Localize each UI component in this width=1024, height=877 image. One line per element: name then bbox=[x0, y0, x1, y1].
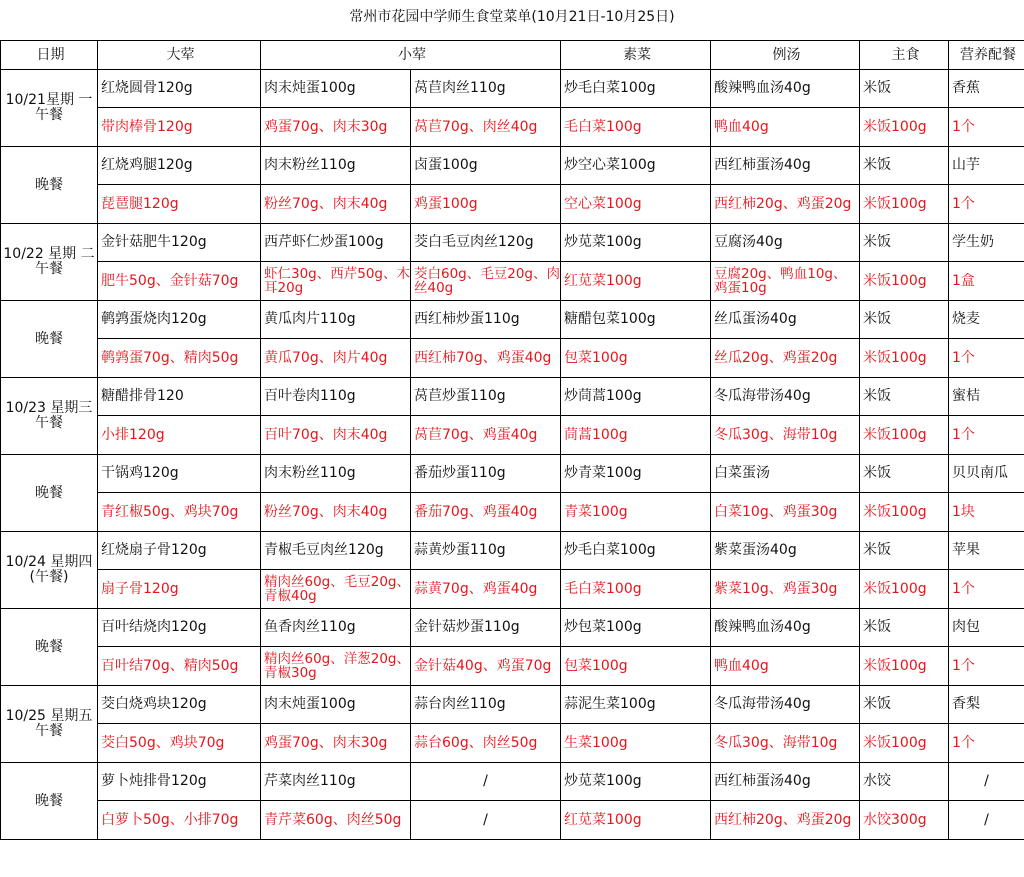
amount-soup: 西红柿20g、鸡蛋20g bbox=[711, 185, 860, 224]
meal-label: 10/22 星期 二午餐 bbox=[1, 224, 98, 301]
amount-staple: 米饭100g bbox=[860, 570, 949, 609]
amount-vegetable: 红苋菜100g bbox=[561, 262, 711, 301]
amount-staple: 米饭100g bbox=[860, 185, 949, 224]
dish-main-meat: 金针菇肥牛120g bbox=[98, 224, 261, 262]
amount-staple: 米饭100g bbox=[860, 493, 949, 532]
amount-main-meat: 白萝卜50g、小排70g bbox=[98, 801, 261, 840]
dish-vegetable: 炒茼蒿100g bbox=[561, 378, 711, 416]
amount-vegetable: 空心菜100g bbox=[561, 185, 711, 224]
menu-row-amounts bbox=[1, 108, 1024, 147]
header-main-meat: 大荤 bbox=[98, 41, 261, 70]
menu-row-dishes bbox=[1, 455, 1024, 493]
dish-vegetable: 炒毛白菜100g bbox=[561, 70, 711, 108]
amount-soup: 白菜10g、鸡蛋30g bbox=[711, 493, 860, 532]
dish-main-meat: 糖醋排骨120 bbox=[98, 378, 261, 416]
meal-label: 晚餐 bbox=[1, 455, 98, 532]
weekly-menu-table bbox=[0, 40, 1024, 840]
amount-soup: 冬瓜30g、海带10g bbox=[711, 416, 860, 455]
dish-soup: 紫菜蛋汤40g bbox=[711, 532, 860, 570]
amount-vegetable: 青菜100g bbox=[561, 493, 711, 532]
menu-row-amounts bbox=[1, 647, 1024, 686]
dish-side-meat-2: 莴苣肉丝110g bbox=[411, 70, 561, 108]
menu-row-amounts bbox=[1, 801, 1024, 840]
meal-label: 10/25 星期五午餐 bbox=[1, 686, 98, 763]
header-date: 日期 bbox=[1, 41, 98, 70]
dish-soup: 白菜蛋汤 bbox=[711, 455, 860, 493]
dish-staple: 米饭 bbox=[860, 378, 949, 416]
amount-main-meat: 扇子骨120g bbox=[98, 570, 261, 609]
amount-main-meat: 带肉棒骨120g bbox=[98, 108, 261, 147]
dish-main-meat: 萝卜炖排骨120g bbox=[98, 763, 261, 801]
amount-soup: 冬瓜30g、海带10g bbox=[711, 724, 860, 763]
amount-side-meat-1: 青芹菜60g、肉丝50g bbox=[261, 801, 411, 840]
amount-side-meat-2: 茭白60g、毛豆20g、肉丝40g bbox=[411, 262, 561, 301]
amount-side-meat-1: 鸡蛋70g、肉末30g bbox=[261, 108, 411, 147]
meal-label: 晚餐 bbox=[1, 301, 98, 378]
dish-soup: 酸辣鸭血汤40g bbox=[711, 609, 860, 647]
header-staple: 主食 bbox=[860, 41, 949, 70]
dish-vegetable: 炒苋菜100g bbox=[561, 763, 711, 801]
dish-main-meat: 干锅鸡120g bbox=[98, 455, 261, 493]
amount-vegetable: 茼蒿100g bbox=[561, 416, 711, 455]
amount-staple: 米饭100g bbox=[860, 262, 949, 301]
menu-title: 常州市花园中学师生食堂菜单(10月21日-10月25日) bbox=[349, 9, 675, 25]
dish-nutrition: 学生奶 bbox=[949, 224, 1024, 262]
dish-staple: 水饺 bbox=[860, 763, 949, 801]
amount-main-meat: 鹌鹑蛋70g、精肉50g bbox=[98, 339, 261, 378]
dish-vegetable: 蒜泥生菜100g bbox=[561, 686, 711, 724]
dish-side-meat-2: 莴苣炒蛋110g bbox=[411, 378, 561, 416]
meal-label: 晚餐 bbox=[1, 609, 98, 686]
amount-staple: 米饭100g bbox=[860, 108, 949, 147]
amount-vegetable: 包菜100g bbox=[561, 339, 711, 378]
meal-label: 10/21星期 一午餐 bbox=[1, 70, 98, 147]
menu-body bbox=[1, 70, 1024, 840]
dish-main-meat: 红烧圆骨120g bbox=[98, 70, 261, 108]
dish-soup: 西红柿蛋汤40g bbox=[711, 147, 860, 185]
dish-side-meat-2: 蒜台肉丝110g bbox=[411, 686, 561, 724]
dish-side-meat-1: 黄瓜肉片110g bbox=[261, 301, 411, 339]
amount-side-meat-1: 黄瓜70g、肉片40g bbox=[261, 339, 411, 378]
dish-nutrition: 苹果 bbox=[949, 532, 1024, 570]
dish-side-meat-1: 鱼香肉丝110g bbox=[261, 609, 411, 647]
dish-staple: 米饭 bbox=[860, 532, 949, 570]
amount-nutrition: 1个 bbox=[949, 570, 1024, 609]
menu-row-dishes bbox=[1, 224, 1024, 262]
dish-soup: 冬瓜海带汤40g bbox=[711, 686, 860, 724]
menu-row-dishes bbox=[1, 763, 1024, 801]
amount-nutrition: / bbox=[949, 801, 1024, 840]
amount-staple: 米饭100g bbox=[860, 647, 949, 686]
menu-row-amounts bbox=[1, 185, 1024, 224]
dish-side-meat-1: 肉末粉丝110g bbox=[261, 455, 411, 493]
dish-main-meat: 茭白烧鸡块120g bbox=[98, 686, 261, 724]
menu-row-dishes bbox=[1, 609, 1024, 647]
amount-main-meat: 小排120g bbox=[98, 416, 261, 455]
dish-soup: 丝瓜蛋汤40g bbox=[711, 301, 860, 339]
amount-side-meat-1: 虾仁30g、西芹50g、木耳20g bbox=[261, 262, 411, 301]
amount-nutrition: 1盒 bbox=[949, 262, 1024, 301]
menu-row-amounts bbox=[1, 724, 1024, 763]
amount-side-meat-2: 蒜黄70g、鸡蛋40g bbox=[411, 570, 561, 609]
amount-staple: 米饭100g bbox=[860, 339, 949, 378]
amount-vegetable: 毛白菜100g bbox=[561, 570, 711, 609]
amount-soup: 鸭血40g bbox=[711, 108, 860, 147]
header-nutrition: 营养配餐 bbox=[949, 41, 1024, 70]
dish-staple: 米饭 bbox=[860, 301, 949, 339]
dish-main-meat: 红烧扇子骨120g bbox=[98, 532, 261, 570]
amount-side-meat-2: 番茄70g、鸡蛋40g bbox=[411, 493, 561, 532]
dish-soup: 豆腐汤40g bbox=[711, 224, 860, 262]
amount-side-meat-1: 鸡蛋70g、肉末30g bbox=[261, 724, 411, 763]
amount-side-meat-1: 粉丝70g、肉末40g bbox=[261, 493, 411, 532]
amount-side-meat-1: 精肉丝60g、毛豆20g、青椒40g bbox=[261, 570, 411, 609]
menu-row-dishes bbox=[1, 301, 1024, 339]
menu-row-dishes bbox=[1, 147, 1024, 185]
amount-vegetable: 包菜100g bbox=[561, 647, 711, 686]
amount-soup: 丝瓜20g、鸡蛋20g bbox=[711, 339, 860, 378]
meal-label: 10/24 星期四(午餐) bbox=[1, 532, 98, 609]
dish-vegetable: 炒空心菜100g bbox=[561, 147, 711, 185]
dish-nutrition: 香蕉 bbox=[949, 70, 1024, 108]
amount-nutrition: 1个 bbox=[949, 108, 1024, 147]
dish-main-meat: 百叶结烧肉120g bbox=[98, 609, 261, 647]
amount-soup: 紫菜10g、鸡蛋30g bbox=[711, 570, 860, 609]
header-soup: 例汤 bbox=[711, 41, 860, 70]
dish-side-meat-2: 卤蛋100g bbox=[411, 147, 561, 185]
dish-vegetable: 炒包菜100g bbox=[561, 609, 711, 647]
dish-nutrition: 蜜桔 bbox=[949, 378, 1024, 416]
dish-side-meat-2: 番茄炒蛋110g bbox=[411, 455, 561, 493]
dish-vegetable: 炒苋菜100g bbox=[561, 224, 711, 262]
amount-soup: 西红柿20g、鸡蛋20g bbox=[711, 801, 860, 840]
dish-side-meat-1: 芹菜肉丝110g bbox=[261, 763, 411, 801]
dish-staple: 米饭 bbox=[860, 455, 949, 493]
dish-vegetable: 炒毛白菜100g bbox=[561, 532, 711, 570]
amount-staple: 米饭100g bbox=[860, 416, 949, 455]
amount-side-meat-1: 精肉丝60g、洋葱20g、青椒30g bbox=[261, 647, 411, 686]
amount-side-meat-2: 鸡蛋100g bbox=[411, 185, 561, 224]
menu-row-amounts bbox=[1, 339, 1024, 378]
dish-side-meat-1: 肉末粉丝110g bbox=[261, 147, 411, 185]
dish-staple: 米饭 bbox=[860, 70, 949, 108]
header-vegetable: 素菜 bbox=[561, 41, 711, 70]
dish-staple: 米饭 bbox=[860, 224, 949, 262]
dish-vegetable: 糖醋包菜100g bbox=[561, 301, 711, 339]
dish-staple: 米饭 bbox=[860, 147, 949, 185]
dish-soup: 冬瓜海带汤40g bbox=[711, 378, 860, 416]
dish-nutrition: 贝贝南瓜 bbox=[949, 455, 1024, 493]
meal-label: 10/23 星期三午餐 bbox=[1, 378, 98, 455]
amount-nutrition: 1个 bbox=[949, 416, 1024, 455]
dish-nutrition: 香梨 bbox=[949, 686, 1024, 724]
amount-staple: 水饺300g bbox=[860, 801, 949, 840]
dish-side-meat-1: 百叶卷肉110g bbox=[261, 378, 411, 416]
dish-side-meat-2: 茭白毛豆肉丝120g bbox=[411, 224, 561, 262]
menu-row-dishes bbox=[1, 378, 1024, 416]
amount-nutrition: 1个 bbox=[949, 724, 1024, 763]
amount-nutrition: 1块 bbox=[949, 493, 1024, 532]
amount-side-meat-2: 西红柿70g、鸡蛋40g bbox=[411, 339, 561, 378]
menu-row-dishes bbox=[1, 686, 1024, 724]
menu-row-amounts bbox=[1, 493, 1024, 532]
amount-main-meat: 青红椒50g、鸡块70g bbox=[98, 493, 261, 532]
amount-vegetable: 红苋菜100g bbox=[561, 801, 711, 840]
amount-side-meat-1: 粉丝70g、肉末40g bbox=[261, 185, 411, 224]
amount-vegetable: 毛白菜100g bbox=[561, 108, 711, 147]
dish-side-meat-1: 西芹虾仁炒蛋100g bbox=[261, 224, 411, 262]
amount-soup: 鸭血40g bbox=[711, 647, 860, 686]
amount-soup: 豆腐20g、鸭血10g、鸡蛋10g bbox=[711, 262, 860, 301]
amount-main-meat: 百叶结70g、精肉50g bbox=[98, 647, 261, 686]
header-side-meat: 小荤 bbox=[261, 41, 561, 70]
amount-side-meat-2: 金针菇40g、鸡蛋70g bbox=[411, 647, 561, 686]
amount-side-meat-2: 蒜台60g、肉丝50g bbox=[411, 724, 561, 763]
dish-side-meat-1: 肉末炖蛋100g bbox=[261, 686, 411, 724]
amount-nutrition: 1个 bbox=[949, 339, 1024, 378]
dish-nutrition: 山芋 bbox=[949, 147, 1024, 185]
amount-main-meat: 肥牛50g、金针菇70g bbox=[98, 262, 261, 301]
dish-side-meat-2: 金针菇炒蛋110g bbox=[411, 609, 561, 647]
dish-nutrition: / bbox=[949, 763, 1024, 801]
meal-label: 晚餐 bbox=[1, 763, 98, 840]
dish-vegetable: 炒青菜100g bbox=[561, 455, 711, 493]
amount-main-meat: 琵琶腿120g bbox=[98, 185, 261, 224]
amount-side-meat-2: 莴苣70g、肉丝40g bbox=[411, 108, 561, 147]
amount-nutrition: 1个 bbox=[949, 647, 1024, 686]
amount-main-meat: 茭白50g、鸡块70g bbox=[98, 724, 261, 763]
dish-side-meat-1: 肉末炖蛋100g bbox=[261, 70, 411, 108]
amount-side-meat-2: / bbox=[411, 801, 561, 840]
menu-row-amounts bbox=[1, 570, 1024, 609]
amount-nutrition: 1个 bbox=[949, 185, 1024, 224]
dish-side-meat-2: / bbox=[411, 763, 561, 801]
dish-nutrition: 肉包 bbox=[949, 609, 1024, 647]
menu-row-amounts bbox=[1, 416, 1024, 455]
menu-row-amounts bbox=[1, 262, 1024, 301]
meal-label: 晚餐 bbox=[1, 147, 98, 224]
amount-vegetable: 生菜100g bbox=[561, 724, 711, 763]
dish-staple: 米饭 bbox=[860, 686, 949, 724]
header-row bbox=[1, 41, 1024, 70]
dish-soup: 西红柿蛋汤40g bbox=[711, 763, 860, 801]
menu-row-dishes bbox=[1, 70, 1024, 108]
dish-main-meat: 红烧鸡腿120g bbox=[98, 147, 261, 185]
amount-side-meat-1: 百叶70g、肉末40g bbox=[261, 416, 411, 455]
menu-row-dishes bbox=[1, 532, 1024, 570]
dish-soup: 酸辣鸭血汤40g bbox=[711, 70, 860, 108]
dish-main-meat: 鹌鹑蛋烧肉120g bbox=[98, 301, 261, 339]
dish-staple: 米饭 bbox=[860, 609, 949, 647]
dish-side-meat-2: 西红柿炒蛋110g bbox=[411, 301, 561, 339]
amount-side-meat-2: 莴苣70g、鸡蛋40g bbox=[411, 416, 561, 455]
dish-side-meat-2: 蒜黄炒蛋110g bbox=[411, 532, 561, 570]
dish-nutrition: 烧麦 bbox=[949, 301, 1024, 339]
dish-side-meat-1: 青椒毛豆肉丝120g bbox=[261, 532, 411, 570]
amount-staple: 米饭100g bbox=[860, 724, 949, 763]
